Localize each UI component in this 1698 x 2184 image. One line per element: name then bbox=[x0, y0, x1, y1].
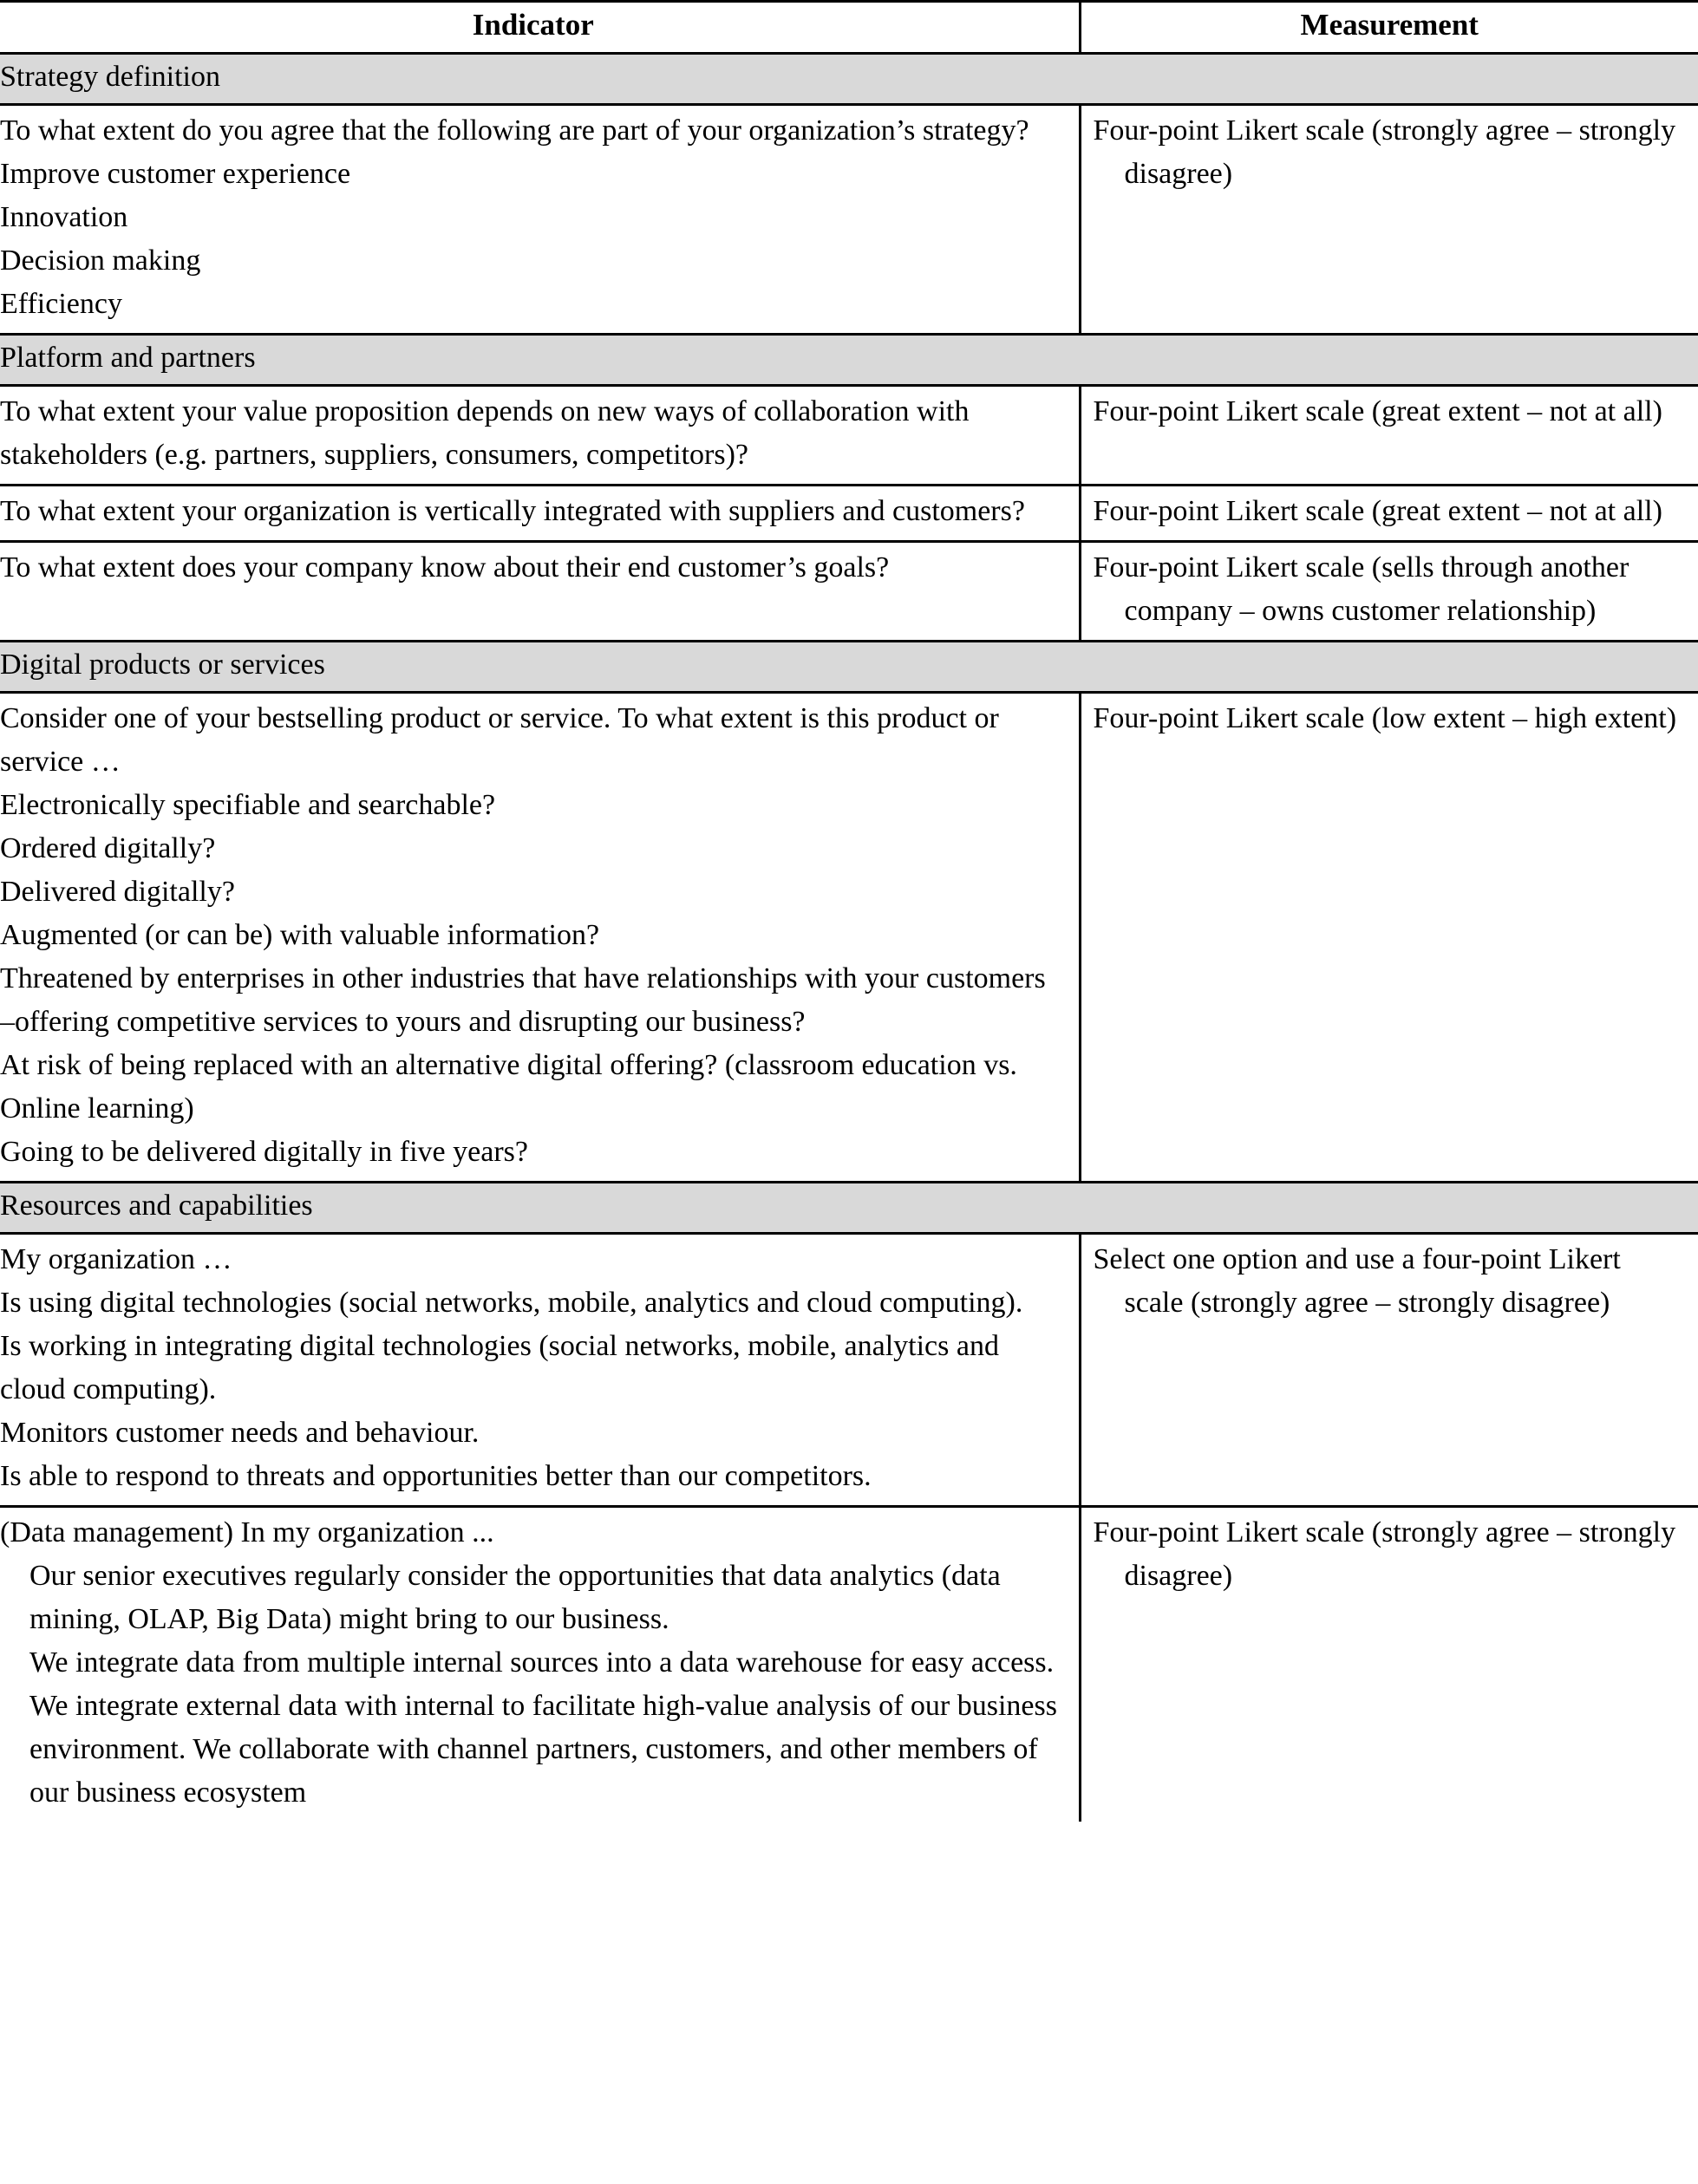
indicator-line: Consider one of your bestselling product or service. To what extent is this product or service … bbox=[0, 702, 999, 779]
indicator-cell bbox=[0, 105, 1080, 335]
section-title-digital-products-or-services: Digital products or services bbox=[0, 642, 1698, 693]
indicator-line: Is able to respond to threats and opportunities better than our competitors. bbox=[0, 1459, 872, 1492]
indicator-cell bbox=[0, 542, 1080, 642]
measurement-cell bbox=[1080, 1506, 1698, 1821]
indicator-sub-item: We integrate external data with internal to facilitate high-value analysis of our business environment. We collaborate with channel partners, customers, and other members of our business ecosystem bbox=[29, 1689, 1057, 1809]
indicator-line: To what extent do you agree that the following are part of your organization’s strategy? bbox=[0, 114, 1029, 147]
table-body bbox=[0, 54, 1698, 1822]
table-header-row bbox=[0, 2, 1698, 54]
measurement-cell bbox=[1080, 542, 1698, 642]
table-row bbox=[0, 693, 1698, 1183]
indicator-line: To what extent your organization is vertically integrated with suppliers and customers? bbox=[0, 495, 1025, 528]
measurement-text: Four-point Likert scale (sells through another company – owns customer relationship) bbox=[1093, 551, 1629, 628]
measurement-cell bbox=[1080, 1233, 1698, 1506]
indicator-line: Improve customer experience bbox=[0, 158, 351, 191]
indicator-line: At risk of being replaced with an alternative digital offering? (classroom education vs. Online learning) bbox=[0, 1048, 1017, 1125]
section-header-row bbox=[0, 335, 1698, 386]
table-row bbox=[0, 486, 1698, 542]
column-header-indicator: Indicator bbox=[0, 2, 1080, 54]
indicator-line: Delivered digitally? bbox=[0, 876, 235, 909]
measurement-text: Four-point Likert scale (low extent – high extent) bbox=[1093, 702, 1677, 735]
section-header-row bbox=[0, 1182, 1698, 1233]
measurement-text: Four-point Likert scale (great extent – not at all) bbox=[1093, 395, 1662, 428]
indicator-sub-item: Our senior executives regularly consider the opportunities that data analytics (data mining, OLAP, Big Data) might bring to our business. bbox=[29, 1559, 1001, 1635]
indicator-line: To what extent does your company know about their end customer’s goals? bbox=[0, 551, 890, 584]
table-row bbox=[0, 105, 1698, 335]
indicator-line: Innovation bbox=[0, 201, 128, 234]
measurement-text: Four-point Likert scale (great extent – not at all) bbox=[1093, 495, 1662, 528]
indicator-cell bbox=[0, 486, 1080, 542]
indicator-line: To what extent your value proposition depends on new ways of collaboration with stakeholders (e.g. partners, suppliers, consumers, competitors)? bbox=[0, 395, 970, 472]
measurement-text: Four-point Likert scale (strongly agree – strongly disagree) bbox=[1093, 114, 1676, 191]
section-title-platform-and-partners: Platform and partners bbox=[0, 335, 1698, 386]
indicator-line: My organization … bbox=[0, 1242, 232, 1275]
table-header bbox=[0, 2, 1698, 54]
indicator-line: Is using digital technologies (social networks, mobile, analytics and cloud computing). bbox=[0, 1286, 1023, 1319]
indicator-line: Is working in integrating digital technologies (social networks, mobile, analytics and cloud computing). bbox=[0, 1329, 999, 1405]
table-row bbox=[0, 1506, 1698, 1821]
measurement-cell bbox=[1080, 386, 1698, 486]
table-row bbox=[0, 1233, 1698, 1506]
section-title-strategy-definition: Strategy definition bbox=[0, 54, 1698, 105]
table-row bbox=[0, 542, 1698, 642]
indicator-line: Monitors customer needs and behaviour. bbox=[0, 1416, 480, 1449]
indicator-line: Threatened by enterprises in other industries that have relationships with your customers –offering competitive services to yours and disrupting our business? bbox=[0, 962, 1046, 1038]
indicator-cell bbox=[0, 693, 1080, 1183]
column-header-measurement: Measurement bbox=[1300, 8, 1479, 42]
measurement-cell bbox=[1080, 105, 1698, 335]
measurement-cell bbox=[1080, 693, 1698, 1183]
indicator-line: Augmented (or can be) with valuable information? bbox=[0, 919, 600, 952]
indicator-line: Going to be delivered digitally in five years? bbox=[0, 1135, 528, 1168]
section-title-resources-and-capabilities: Resources and capabilities bbox=[0, 1182, 1698, 1233]
section-header-row bbox=[0, 54, 1698, 105]
measurement-cell bbox=[1080, 486, 1698, 542]
indicator-cell bbox=[0, 1233, 1080, 1506]
indicator-line: Decision making bbox=[0, 244, 201, 277]
measurement-text: Four-point Likert scale (strongly agree – strongly disagree) bbox=[1093, 1516, 1676, 1592]
indicator-line: Ordered digitally? bbox=[0, 832, 216, 865]
indicator-cell bbox=[0, 386, 1080, 486]
indicator-line: Electronically specifiable and searchable? bbox=[0, 789, 496, 822]
indicator-line: Efficiency bbox=[0, 288, 122, 321]
indicator-cell bbox=[0, 1506, 1080, 1821]
section-header-row bbox=[0, 642, 1698, 693]
indicator-lead-line: (Data management) In my organization ... bbox=[0, 1516, 494, 1548]
indicator-sub-item: We integrate data from multiple internal sources into a data warehouse for easy access. bbox=[29, 1646, 1055, 1679]
table-row bbox=[0, 386, 1698, 486]
measurement-text: Select one option and use a four-point Likert scale (strongly agree – strongly disagree) bbox=[1093, 1242, 1621, 1319]
